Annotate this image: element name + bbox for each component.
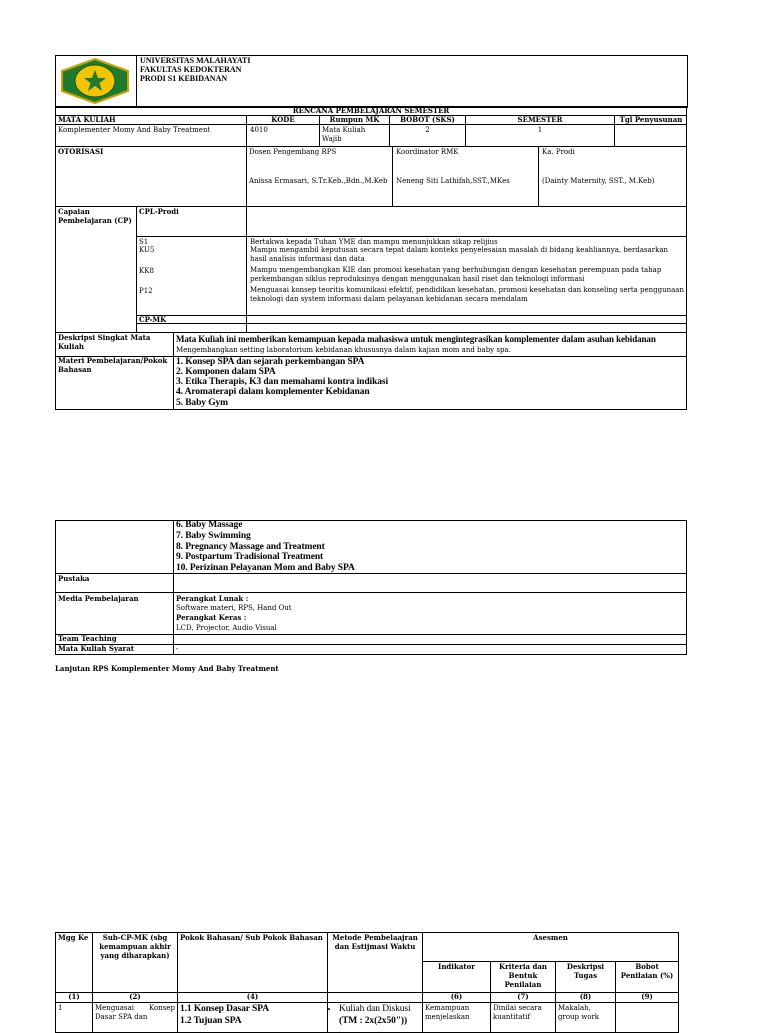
col-kriteria: Kriteria dan Bentuk Penilaian: [491, 962, 556, 993]
week-deskripsi: Makalah, group work: [556, 1002, 616, 1032]
col-number: (7): [491, 993, 556, 1003]
materi-item-5: 5. Baby Gym: [176, 398, 228, 408]
weekly-plan-table: [55, 932, 679, 1033]
course-name: Komplementer Momy And Baby Treatment: [58, 126, 211, 134]
week-indikator: Kemampuan menjelaskan: [423, 1002, 491, 1032]
col-asesmen: Asesmen: [423, 933, 679, 962]
col-number: (1): [56, 993, 93, 1003]
col-number: (2): [93, 993, 178, 1003]
faculty-name: FAKULTAS KEDOKTERAN: [140, 65, 242, 74]
materi-item-7: 7. Baby Swimming: [176, 531, 251, 541]
materi-item-6: 6. Baby Massage: [176, 520, 243, 530]
col-header-kode: KODE: [271, 116, 295, 124]
col-pokok-bahasan: Pokok Bahasan/ Sub Pokok Bahasan: [178, 933, 328, 993]
materi-item-10: 10. Perizinan Pelayanan Mom and Baby SPA: [176, 563, 355, 573]
col-mgg-ke: Mgg Ke: [56, 933, 93, 993]
cpl-text-kk8: Mampu mengembangkan KIE dan promosi kesehatan yang berhubungan dengan kesehatan perempuan pada tahap perkembangan siklus reproduksinya dengan menggunakan hasil riset dan teknologi informasi: [250, 266, 662, 283]
perangkat-lunak-label: Perangkat Lunak :: [176, 595, 249, 603]
week-pokok: [178, 1002, 328, 1032]
week-number: 1: [56, 1002, 93, 1032]
col-number: (8): [556, 993, 616, 1003]
mata-kuliah-syarat-value: -: [176, 645, 179, 653]
university-name: UNIVERSITAS MALAHAYATI: [140, 56, 251, 65]
col-header-bobot: BOBOT (SKS): [400, 116, 455, 124]
course-sks: 2: [425, 126, 430, 134]
kaprodi-label: Ka. Prodi: [542, 148, 575, 156]
col-deskripsi-tugas: Deskripsi Tugas: [556, 962, 616, 993]
course-rumpun: Mata Kuliah Wajib: [322, 126, 366, 143]
perangkat-keras-label: Perangkat Keras :: [176, 614, 247, 622]
week-bobot: [616, 1002, 679, 1032]
otorisasi-label: OTORISASI: [58, 148, 104, 156]
pokok-1: 1.1 Konsep Dasar SPA: [180, 1003, 269, 1014]
koordinator-name: Neneng Siti Lathifah,SST.,MKes: [396, 177, 510, 185]
team-teaching-label: Team Teaching: [58, 635, 117, 643]
pustaka-label: Pustaka: [58, 575, 90, 583]
cpl-text-s1: Bertakwa kepada Tuhan YME dan mampu menunjukkan sikap relijius: [250, 238, 498, 246]
col-header-semester: SEMESTER: [517, 116, 563, 124]
pokok-2: 1.2 Tujuan SPA: [180, 1015, 242, 1026]
dosen-label: Dosen Pengembang RPS: [249, 148, 337, 156]
course-code: 4010: [250, 126, 268, 134]
col-header-mata-kuliah: MATA KULIAH: [58, 116, 116, 124]
mata-kuliah-syarat-label: Mata Kuliah Syarat: [58, 645, 135, 653]
col-number: [328, 993, 423, 1003]
col-indikator: Indikator: [423, 962, 491, 993]
deskripsi-label: Deskripsi Singkat Mata Kuliah: [58, 334, 151, 351]
deskripsi-line2: Mengembangkan setting laboratorium kebidanan khususnya dalam kajian mom and baby spa.: [176, 346, 511, 354]
media-label: Media Pembelajaran: [58, 595, 139, 603]
materi-item-1: 1. Konsep SPA dan sejarah perkembangan SPA: [176, 357, 365, 367]
materi-item-9: 9. Postpartum Tradisional Treatment: [176, 552, 324, 562]
col-header-rumpun: Rumpun MK: [329, 116, 380, 124]
cpl-text-p12: Menguasai konsep teoritis komunikasi efektif, pendidikan kesehatan, promosi kesehatan dan konseling serta penggunaan teknologi dan system informasi dalam pelayanan kebidanan secara mendalam: [250, 286, 684, 303]
col-number: (9): [616, 993, 679, 1003]
perangkat-keras-value: LCD, Projector, Audio Visual: [176, 624, 277, 632]
cpmk-label: CP-MK: [139, 316, 167, 324]
materi-item-2: 2. Komponen dalam SPA: [176, 367, 276, 377]
koordinator-label: Koordinator RMK: [396, 148, 459, 156]
program-name: PRODI S1 KEBIDANAN: [140, 74, 228, 83]
metode-1: • Kuliah dan Diskusi: [339, 1004, 420, 1016]
dosen-name: Anissa Ermasari, S.Tr.Keb.,Bdn.,M.Keb: [249, 177, 388, 185]
header-divider: [136, 55, 137, 107]
materi-item-3: 3. Etika Therapis, K3 dan memahami kontra indikasi: [176, 377, 389, 387]
cpl-code-ku5: KU5: [139, 246, 155, 254]
cpl-prodi-label: CPL-Prodi: [139, 208, 179, 216]
document-title: RENCANA PEMBELAJARAN SEMESTER: [292, 106, 450, 115]
week-metode: [328, 1002, 423, 1032]
week-sub-cpmk: Menguasai Konsep Dasar SPA dan: [93, 1002, 178, 1032]
metode-2: (TM : 2x(2x50")): [339, 1015, 408, 1026]
cpl-text-ku5: Mampu mengambil keputusan secara tepat dalam konteks penyelesaian masalah di bidang keahliannya, berdasarkan hasil analisis informasi dan data: [250, 246, 669, 263]
perangkat-lunak-value: Software materi, RPS, Hand Out: [176, 604, 292, 612]
materi-label: Materi Pembelajaran/Pokok Bahasan: [58, 357, 168, 374]
cpl-code-s1: S1: [139, 238, 149, 246]
col-metode: Metode Pembelaajran dan Estijmasi Waktu: [328, 933, 423, 993]
university-seal: [58, 57, 132, 105]
col-number: (6): [423, 993, 491, 1003]
cpl-code-p12: P12: [139, 287, 153, 295]
course-semester: 1: [537, 126, 543, 134]
materi-item-4: 4. Aromaterapi dalam komplementer Kebidanan: [176, 387, 370, 397]
col-bobot-penilaian: Bobot Penilaian (%): [616, 962, 679, 993]
col-number: (4): [178, 993, 328, 1003]
materi-item-8: 8. Pregnancy Massage and Treatment: [176, 542, 325, 552]
capaian-label: Capaian Pembelajaran (CP): [58, 208, 132, 225]
week-kriteria: Dinilai secara kuantitatif: [491, 1002, 556, 1032]
lanjutan-title: Lanjutan RPS Komplementer Momy And Baby Treatment: [55, 664, 279, 673]
cpl-code-kk8: KK8: [139, 267, 154, 275]
kaprodi-name: (Dainty Maternity, SST., M.Keb): [542, 177, 655, 185]
col-header-tgl: Tgl Penyusunan: [619, 116, 683, 124]
col-sub-cpmk: Sub-CP-MK (sbg kemampuan akhir yang diharapkan): [93, 933, 178, 993]
deskripsi-line1: Mata Kuliah ini memberikan kemampuan kepada mahasiswa untuk mengintegrasikan komplementer dalam asuhan kebidanan: [176, 334, 656, 344]
